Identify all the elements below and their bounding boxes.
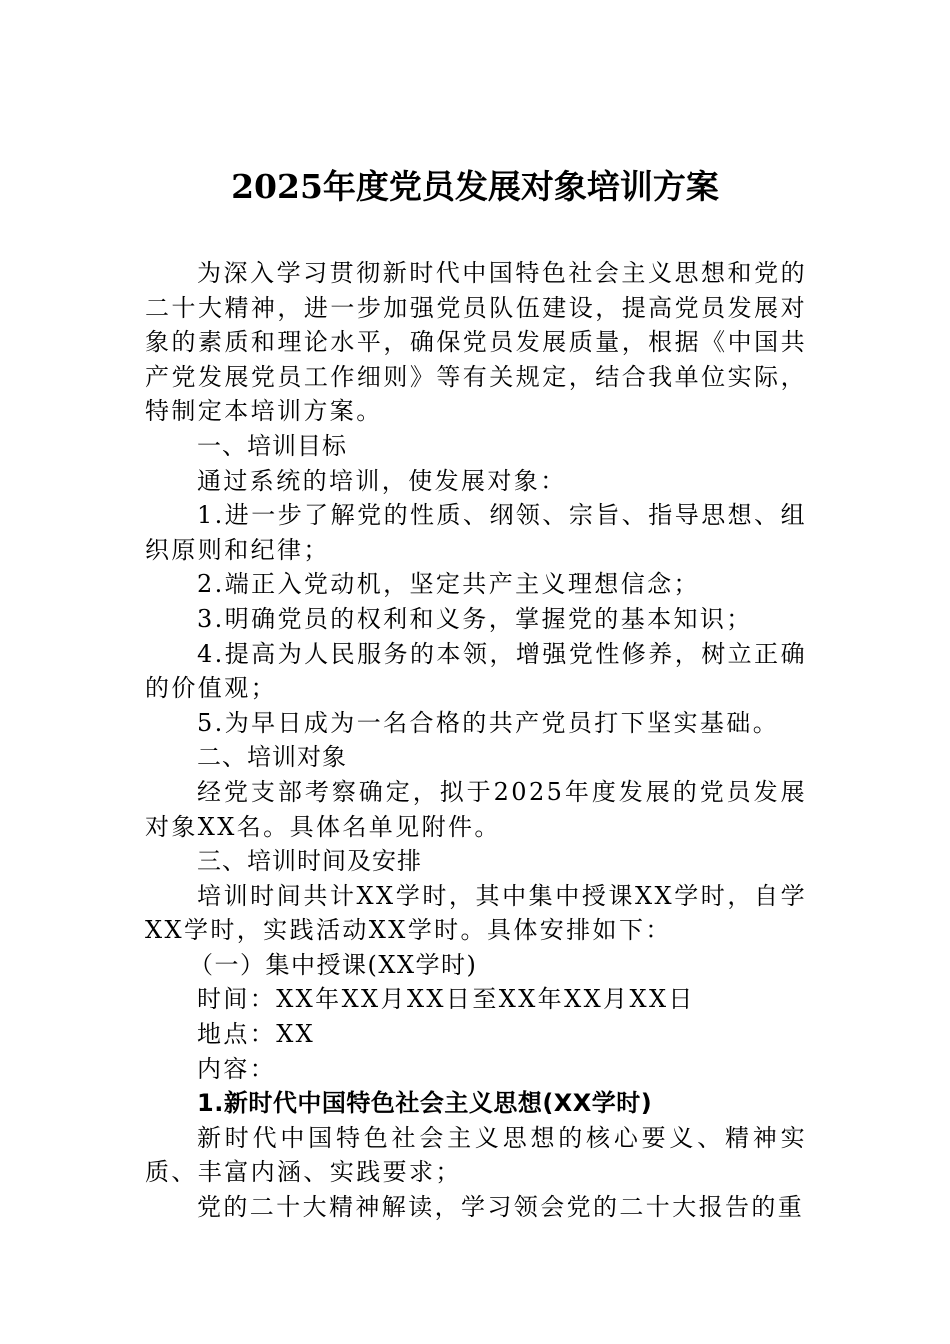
subsection-heading-lectures: （一）集中授课(XX学时) xyxy=(189,950,478,979)
topic-heading-1: 1.新时代中国特色社会主义思想(XX学时) xyxy=(197,1089,653,1118)
document-title: 2025年度党员发展对象培训方案 xyxy=(231,167,719,206)
objective-item-4: 4.提高为人民服务的本领，增强党性修养，树立正确的价值观； xyxy=(145,639,807,703)
intro-paragraph: 为深入学习贯彻新时代中国特色社会主义思想和党的二十大精神，进一步加强党员队伍建设，提高党员发展对象的素质和理论水平，确保党员发展质量，根据《中国共产党发展党员工作细则》等有关规定，结合我单位实际，特制定本培训方案。 xyxy=(145,259,807,426)
lecture-content-label: 内容： xyxy=(197,1054,277,1083)
section-heading-schedule: 三、培训时间及安排 xyxy=(197,847,422,876)
objective-item-5: 5.为早日成为一名合格的共产党员打下坚实基础。 xyxy=(197,708,780,737)
lecture-time: 时间：XX年XX月XX日至XX年XX月XX日 xyxy=(197,985,695,1014)
topic-1-paragraph-2: 党的二十大精神解读，学习领会党的二十大报告的重 xyxy=(197,1193,805,1222)
objective-item-3: 3.明确党员的权利和义务，掌握党的基本知识； xyxy=(197,604,753,633)
section-heading-objectives: 一、培训目标 xyxy=(197,431,347,460)
objective-item-1: 1.进一步了解党的性质、纲领、宗旨、指导思想、组织原则和纪律； xyxy=(145,501,807,564)
document-body xyxy=(145,256,807,1225)
topic-1-paragraph-1: 新时代中国特色社会主义思想的核心要义、精神实质、丰富内涵、实践要求； xyxy=(145,1123,807,1187)
schedule-paragraph: 培训时间共计XX学时，其中集中授课XX学时，自学XX学时，实践活动XX学时。具体安排如下： xyxy=(145,881,807,945)
objectives-lead: 通过系统的培训，使发展对象： xyxy=(197,466,567,495)
participants-paragraph: 经党支部考察确定，拟于2025年度发展的党员发展对象XX名。具体名单见附件。 xyxy=(145,777,807,841)
objective-item-2: 2.端正入党动机，坚定共产主义理想信念； xyxy=(197,570,700,599)
lecture-location: 地点：XX xyxy=(197,1020,316,1049)
section-heading-participants: 二、培训对象 xyxy=(197,743,347,772)
